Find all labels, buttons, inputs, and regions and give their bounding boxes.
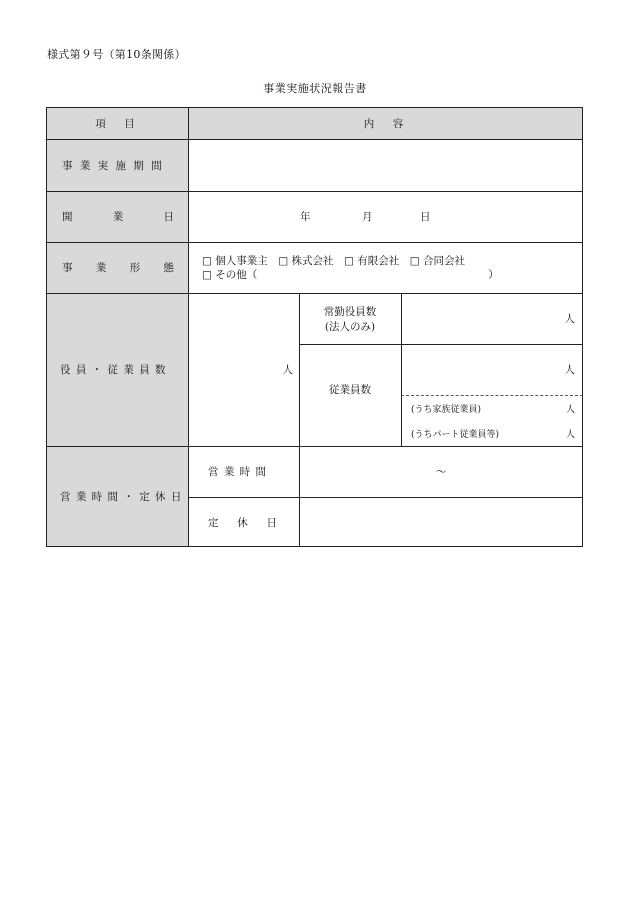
header-item-label: 項 目 xyxy=(95,117,139,130)
staff-count-label-cell xyxy=(46,293,188,446)
parttime-employees-unit: 人 xyxy=(565,429,575,440)
employees-value-cell[interactable] xyxy=(401,344,583,395)
opening-day-label-char-2: 業 xyxy=(112,211,124,223)
family-employees-unit: 人 xyxy=(565,404,575,415)
business-form-options-line-2[interactable]: □ その他（ ） xyxy=(202,268,499,281)
header-content-cell xyxy=(188,107,583,139)
row-divider-4 xyxy=(46,293,583,294)
row-divider-hours xyxy=(188,497,583,498)
opening-day-label-cell xyxy=(46,191,188,242)
hours-holidays-label: 営 業 時 間 ・ 定 休 日 xyxy=(60,491,183,503)
table-border-bottom xyxy=(46,546,583,547)
holiday-value-cell[interactable] xyxy=(299,497,583,547)
opening-day-label-char-1: 開 xyxy=(62,211,73,223)
row-divider-2 xyxy=(46,191,583,192)
opening-day-year-unit: 年 xyxy=(300,211,311,223)
table-border-right xyxy=(582,107,583,547)
employees-unit: 人 xyxy=(564,364,575,376)
form-number: 様式第９号（第10条関係） xyxy=(47,48,186,61)
employees-label-cell xyxy=(299,344,401,446)
column-divider-staff-detail xyxy=(401,293,402,446)
business-form-options[interactable] xyxy=(188,242,583,293)
business-form-label-char-1: 事 xyxy=(62,262,73,274)
row-divider-5 xyxy=(46,446,583,447)
parttime-employees-label: (うちパート従業員等) xyxy=(411,429,500,440)
business-hours-label: 営 業 時 間 xyxy=(208,466,268,478)
header-content-label: 内 容 xyxy=(363,117,408,130)
column-divider-staff-total xyxy=(299,293,300,547)
column-divider-label xyxy=(188,107,189,547)
row-divider-3 xyxy=(46,242,583,243)
opening-day-day-unit: 日 xyxy=(420,211,431,223)
officers-label-cell xyxy=(299,293,401,344)
header-item-cell xyxy=(46,107,188,139)
officers-unit: 人 xyxy=(564,313,575,325)
officers-label-line-2: (法人のみ) xyxy=(324,320,376,333)
holiday-label-cell xyxy=(188,497,299,547)
table-border-top xyxy=(46,107,583,108)
business-form-label-cell xyxy=(46,242,188,293)
implementation-period-value-cell[interactable] xyxy=(188,139,583,191)
business-form-label-char-4: 態 xyxy=(163,262,174,274)
holiday-label-char-3: 日 xyxy=(266,516,277,529)
opening-day-month-unit: 月 xyxy=(362,211,373,223)
business-form-label-char-3: 形 xyxy=(129,262,141,274)
row-divider-1 xyxy=(46,139,583,140)
hours-holidays-label-cell xyxy=(46,446,188,547)
implementation-period-label-cell xyxy=(46,139,188,191)
row-divider-officers xyxy=(299,344,583,345)
staff-total-cell[interactable] xyxy=(188,293,299,446)
table-border-left xyxy=(46,107,47,547)
officers-value-cell[interactable] xyxy=(401,293,583,344)
opening-day-value-cell[interactable] xyxy=(188,191,583,242)
staff-total-unit: 人 xyxy=(282,364,293,376)
document-title: 事業実施状況報告書 xyxy=(263,82,367,95)
implementation-period-label: 事 業 実 施 期 間 xyxy=(62,159,164,172)
opening-day-label-char-3: 日 xyxy=(163,211,174,223)
family-employees-label: (うち家族従業員) xyxy=(411,404,482,415)
family-employees-row[interactable] xyxy=(401,396,583,420)
employees-dashed-divider xyxy=(401,395,583,396)
employees-label: 従業員数 xyxy=(329,383,371,396)
business-hours-value-cell[interactable] xyxy=(299,446,583,497)
business-form-label-char-2: 業 xyxy=(95,262,107,274)
holiday-label-char-1: 定 xyxy=(208,516,219,529)
report-table xyxy=(46,107,583,547)
holiday-label-char-2: 休 xyxy=(237,516,248,529)
officers-label-line-1: 常勤役員数 xyxy=(323,305,377,318)
staff-count-label: 役 員 ・ 従 業 員 数 xyxy=(60,364,167,376)
business-form-options-line-1[interactable]: □ 個人事業主 □ 株式会社 □ 有限会社 □ 合同会社 xyxy=(202,254,466,267)
parttime-employees-row[interactable] xyxy=(401,420,583,446)
business-hours-tilde: ～ xyxy=(435,466,447,478)
business-hours-label-cell xyxy=(188,446,299,497)
